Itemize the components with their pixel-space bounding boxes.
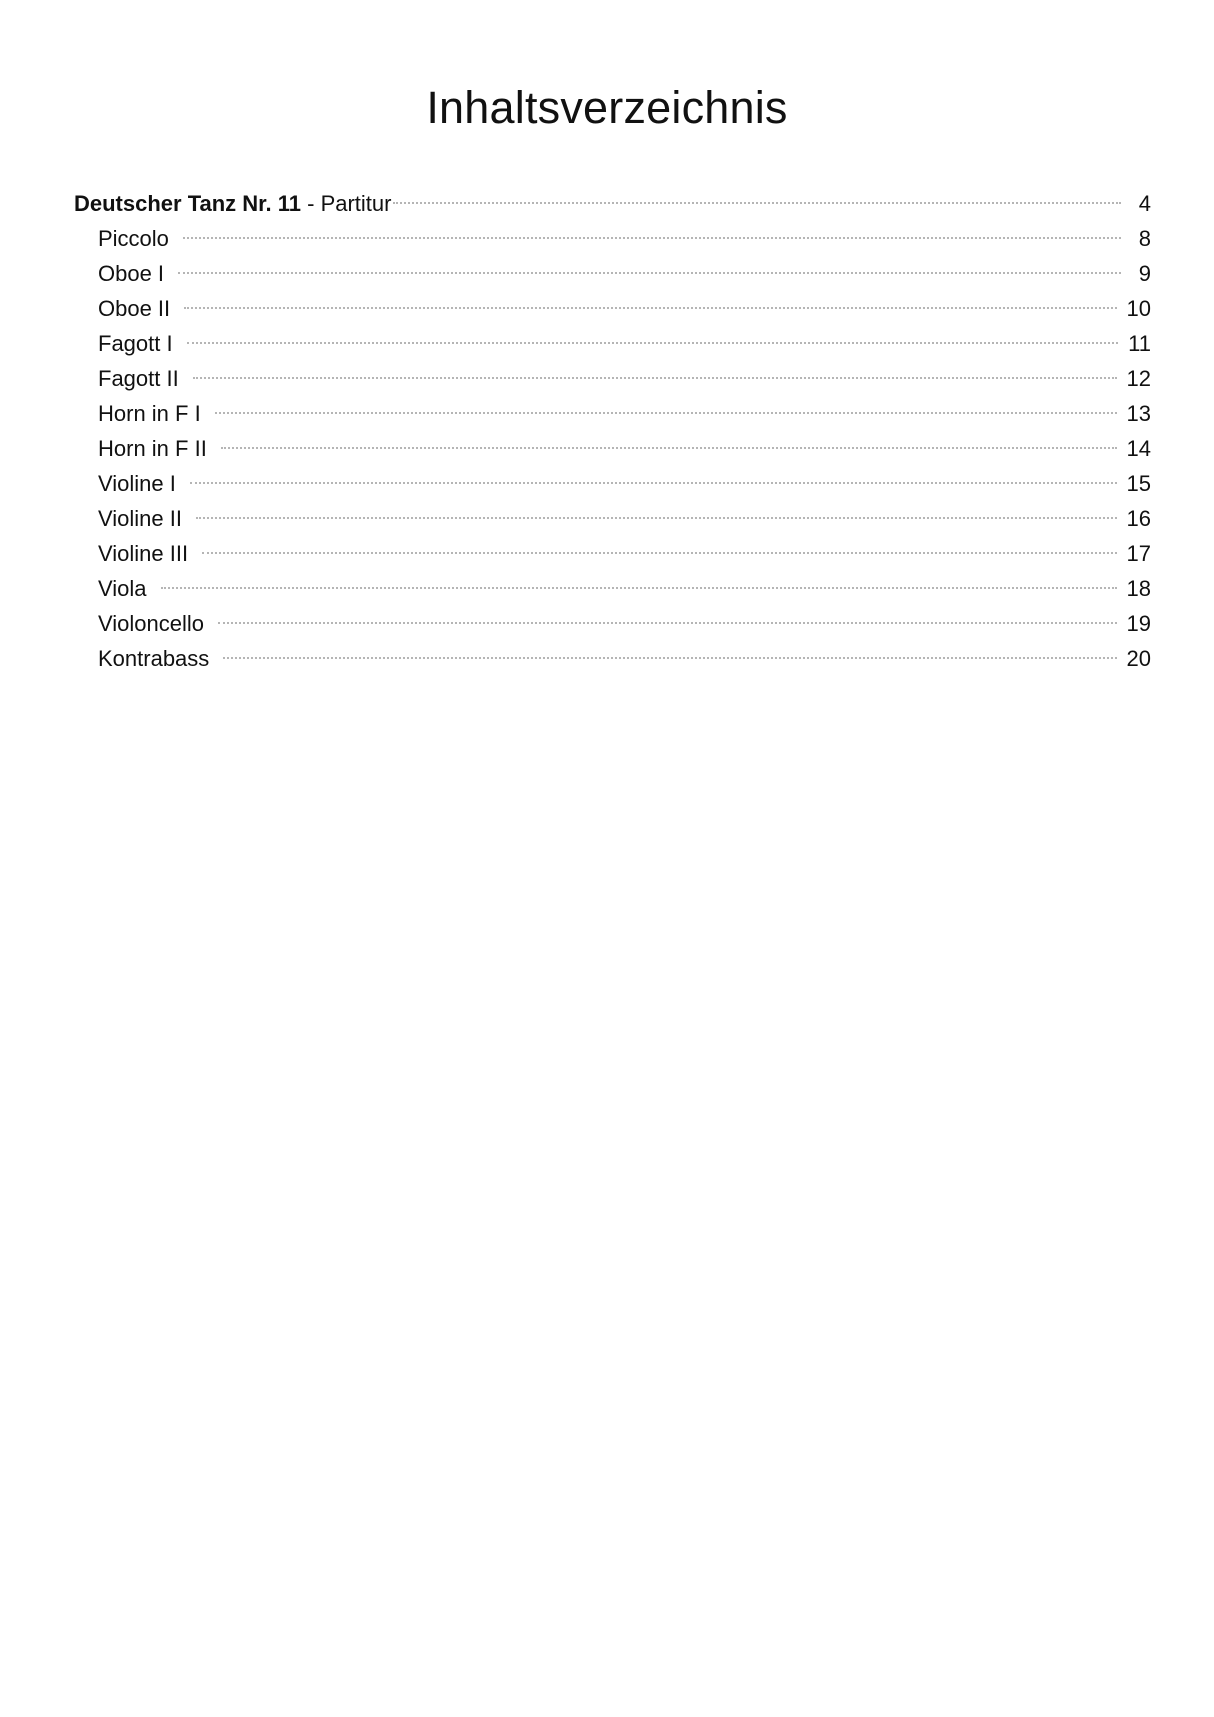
toc-entry[interactable]: [74, 396, 1151, 431]
toc-entry[interactable]: [74, 466, 1151, 501]
dot-leader: [202, 552, 1116, 554]
toc-entry[interactable]: [74, 291, 1151, 326]
toc-entry-label: Horn in F II: [98, 436, 207, 461]
dot-leader: [183, 237, 1121, 239]
toc-entry[interactable]: [74, 536, 1151, 571]
toc-page-number: 16: [1126, 506, 1151, 531]
toc-entry-label: Violoncello: [98, 611, 205, 636]
toc-page-number: 9: [1138, 261, 1151, 286]
toc-entry-label: Violine I: [98, 471, 176, 496]
toc-entry-label: Horn in F I: [98, 401, 201, 426]
toc-entry-label: Oboe II: [98, 296, 171, 321]
toc-entry[interactable]: [74, 641, 1151, 676]
toc-entry[interactable]: [74, 431, 1151, 466]
toc-entry-label: Violine III: [98, 541, 189, 566]
toc-entry-label: Piccolo: [98, 226, 169, 251]
dot-leader: [215, 412, 1117, 414]
toc-page-number: 18: [1126, 576, 1151, 601]
toc-entry-label: Fagott II: [98, 366, 179, 391]
toc-page-number: 10: [1126, 296, 1151, 321]
toc-page-number: 4: [1138, 191, 1151, 216]
toc-page-number: 12: [1126, 366, 1151, 391]
toc-entry-label: Kontrabass: [98, 646, 210, 671]
toc-entry-score[interactable]: [74, 186, 1151, 221]
dot-leader: [187, 342, 1119, 344]
toc-entry[interactable]: [74, 221, 1151, 256]
dot-leader: [193, 377, 1117, 379]
toc-entry[interactable]: [74, 501, 1151, 536]
page-title: Inhaltsverzeichnis: [426, 82, 788, 133]
toc-entry-label: Viola: [98, 576, 147, 601]
dot-leader: [161, 587, 1117, 589]
toc-entry-title-suffix: - Partitur: [301, 191, 392, 216]
dot-leader: [184, 307, 1116, 309]
toc-entry[interactable]: [74, 606, 1151, 641]
dot-leader: [178, 272, 1121, 274]
toc-entry[interactable]: [74, 361, 1151, 396]
toc-page-number: 11: [1128, 331, 1151, 356]
table-of-contents: [74, 186, 1151, 676]
toc-entry-label: Fagott I: [98, 331, 173, 356]
dot-leader: [221, 447, 1117, 449]
toc-entry-title-bold: Deutscher Tanz Nr. 11: [74, 191, 302, 216]
dot-leader: [190, 482, 1117, 484]
dot-leader: [218, 622, 1117, 624]
toc-page-number: 17: [1126, 541, 1151, 566]
toc-entry[interactable]: [74, 571, 1151, 606]
toc-entry[interactable]: [74, 326, 1151, 361]
toc-page-number: 13: [1126, 401, 1151, 426]
dot-leader: [223, 657, 1116, 659]
toc-page-number: 14: [1126, 436, 1151, 461]
toc-entry-label: Violine II: [98, 506, 182, 531]
toc-entry[interactable]: [74, 256, 1151, 291]
toc-page-number: 20: [1126, 646, 1151, 671]
toc-page-number: 19: [1126, 611, 1151, 636]
dot-leader: [196, 517, 1117, 519]
dot-leader: [393, 202, 1121, 204]
toc-entry-label: Oboe I: [98, 261, 165, 286]
toc-page-number: 8: [1138, 226, 1151, 251]
toc-entry-label: [74, 186, 391, 221]
toc-page-number: 15: [1126, 471, 1151, 496]
